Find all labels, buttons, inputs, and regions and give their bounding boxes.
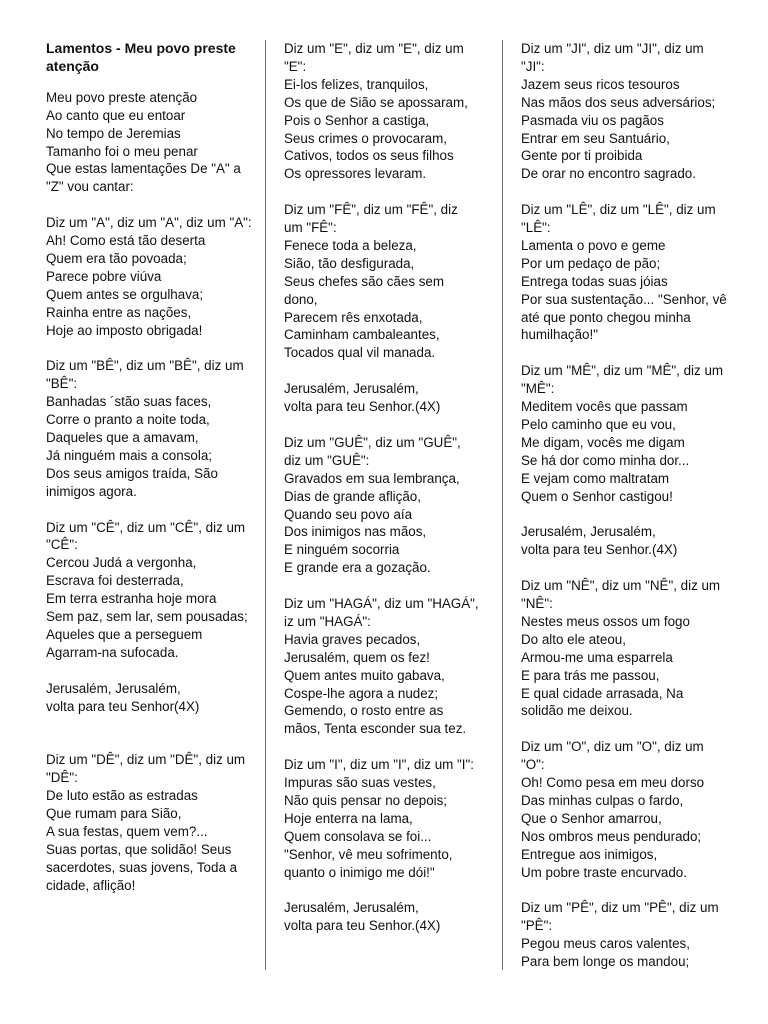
- stanza: [284, 201, 480, 362]
- verse-line: A sua festas, quem vem?...: [46, 823, 208, 839]
- verse-line: Caminham cambaleantes,: [284, 327, 440, 343]
- stanza: [284, 899, 480, 935]
- verse-line: volta para teu Senhor(4X): [46, 698, 200, 714]
- column-divider: [502, 40, 503, 970]
- verse-line: Cospe-lhe agora a nudez;: [284, 685, 439, 701]
- stanza: [284, 756, 480, 881]
- verse-line: Já ninguém mais a consola;: [46, 447, 212, 463]
- verse-line: "Senhor, vê meu sofrimento, quanto o inimigo me dói!": [284, 846, 453, 880]
- verse-line: Nos ombros meus pendurado;: [521, 828, 702, 844]
- verse-line: Cativos, todos os seus filhos: [284, 148, 454, 164]
- stanza: [521, 201, 727, 344]
- verse-line: Por sua sustentação... "Senhor, vê até que ponto chegou minha humilhação!": [521, 291, 727, 343]
- verse-line: Diz um "E", diz um "E", diz um "E":: [284, 41, 464, 74]
- verse-line: Hoje enterra na lama,: [284, 810, 413, 826]
- column-1: [46, 40, 252, 912]
- verse-line: Entrar em seu Santuário,: [521, 130, 670, 146]
- verse-line: volta para teu Senhor.(4X): [284, 399, 441, 415]
- stanza: [46, 519, 252, 662]
- verse-line: Armou-me uma esparrela: [521, 649, 673, 665]
- verse-line: Hoje ao imposto obrigada!: [46, 322, 203, 338]
- verse-line: Um pobre traste encurvado.: [521, 864, 687, 880]
- verse-line: Sião, tão desfigurada,: [284, 255, 415, 271]
- verse-line: Jerusalém, Jerusalém,: [46, 680, 181, 696]
- verse-line: Em terra estranha hoje mora: [46, 591, 217, 607]
- verse-line: Diz um "FÊ", diz um "FÊ", diz um "FÊ":: [284, 202, 458, 236]
- stanza: [521, 362, 727, 505]
- verse-line: Meu povo preste atenção: [46, 89, 198, 105]
- verse-line: Jerusalém, Jerusalém,: [521, 524, 656, 540]
- verse-line: Tocados qual vil manada.: [284, 345, 436, 361]
- verse-line: Diz um "A", diz um "A", diz um "A":: [46, 215, 252, 231]
- verse-line: Pasmada viu os pagãos: [521, 112, 664, 128]
- verse-line: Diz um "PÊ", diz um "PÊ", diz um "PÊ":: [521, 900, 719, 934]
- verse-line: Gente por ti proibida: [521, 148, 643, 164]
- verse-line: Das minhas culpas o fardo,: [521, 792, 684, 808]
- verse-line: Que o Senhor amarrou,: [521, 810, 662, 826]
- verse-line: Fenece toda a beleza,: [284, 237, 417, 253]
- verse-line: volta para teu Senhor.(4X): [521, 542, 678, 558]
- verse-line: Ao canto que eu entoar: [46, 107, 186, 123]
- verse-line: Nas mãos dos seus adversários;: [521, 94, 716, 110]
- verse-line: Corre o pranto a noite toda,: [46, 412, 210, 428]
- verse-line: E vejam como maltratam: [521, 470, 670, 486]
- verse-line: Pegou meus caros valentes,: [521, 936, 690, 952]
- verse-line: Ei-los felizes, tranquilos,: [284, 76, 429, 92]
- verse-line: Nestes meus ossos um fogo: [521, 613, 690, 629]
- verse-line: Cercou Judá a vergonha,: [46, 555, 197, 571]
- verse-line: Não quis pensar no depois;: [284, 792, 448, 808]
- verse-line: Quando seu povo aía: [284, 506, 413, 522]
- verse-line: Meditem vocês que passam: [521, 399, 688, 415]
- stanza: [46, 357, 252, 500]
- verse-line: Diz um "JI", diz um "JI", diz um "JI":: [521, 41, 704, 74]
- stanza: [521, 577, 727, 720]
- verse-line: Havia graves pecados,: [284, 631, 421, 647]
- verse-line: Que rumam para Sião,: [46, 805, 182, 821]
- verse-line: Me digam, vocês me digam: [521, 434, 685, 450]
- verse-line: Diz um "HAGÁ", diz um "HAGÁ", iz um "HAGÁ":: [284, 596, 479, 629]
- stanza: [521, 738, 727, 881]
- verse-line: Quem era tão povoada;: [46, 250, 187, 266]
- verse-line: Para bem longe os mandou;: [521, 954, 690, 970]
- verse-line: Do alto ele ateou,: [521, 631, 626, 647]
- verse-line: Parecem rês enxotada,: [284, 309, 423, 325]
- column-2: [284, 40, 480, 953]
- verse-line: Sem paz, sem lar, sem pousadas;: [46, 609, 248, 625]
- stanza: [46, 751, 252, 894]
- stanza: [284, 40, 480, 183]
- verse-line: Agarram-na sufocada.: [46, 644, 179, 660]
- verse-line: Que estas lamentações De "A" a "Z" vou cantar:: [46, 161, 241, 195]
- verse-line: Diz um "CÊ", diz um "CÊ", diz um "CÊ":: [46, 519, 246, 553]
- verse-line: Pelo caminho que eu vou,: [521, 417, 676, 432]
- verse-line: Diz um "I", diz um "I", diz um "I":: [284, 757, 474, 773]
- verse-line: Jerusalém, Jerusalém,: [284, 381, 419, 397]
- verse-line: Quem antes muito gabava,: [284, 667, 445, 683]
- stanza: [521, 523, 727, 559]
- stanza: [521, 40, 727, 183]
- stanza: [284, 595, 480, 738]
- stanza: [46, 680, 252, 716]
- verse-line: Parece pobre viúva: [46, 268, 162, 284]
- verse-line: Os opressores levaram.: [284, 166, 427, 182]
- verse-line: Os que de Sião se apossaram,: [284, 94, 468, 110]
- verse-line: Dos seus amigos traída, São inimigos agora.: [46, 465, 218, 499]
- verse-line: No tempo de Jeremias: [46, 125, 181, 141]
- verse-line: E grande era a gozação.: [284, 560, 431, 576]
- verse-line: Diz um "O", diz um "O", diz um "O":: [521, 739, 704, 773]
- document-title: Lamentos - Meu povo preste atenção: [46, 40, 236, 74]
- verse-line: Suas portas, que solidão! Seus sacerdotes, suas jovens, Toda a cidade, aflição!: [46, 841, 238, 893]
- verse-line: E para trás me passou,: [521, 667, 660, 683]
- verse-line: Se há dor como minha dor...: [521, 452, 690, 468]
- verse-line: Tamanho foi o meu penar: [46, 143, 198, 159]
- verse-line: Quem antes se orgulhava;: [46, 286, 204, 302]
- verse-line: Dos inimigos nas mãos,: [284, 524, 427, 540]
- verse-line: Escrava foi desterrada,: [46, 573, 184, 589]
- verse-line: Pois o Senhor a castiga,: [284, 112, 430, 128]
- verse-line: Gravados em sua lembrança,: [284, 470, 460, 486]
- stanza: [284, 380, 480, 416]
- stanza: [521, 899, 727, 971]
- verse-line: Oh! Como pesa em meu dorso: [521, 775, 705, 791]
- verse-line: Seus chefes são cães sem dono,: [284, 273, 445, 307]
- verse-line: Lamenta o povo e geme: [521, 237, 666, 253]
- verse-line: Entregue aos inimigos,: [521, 846, 658, 862]
- stanza: [46, 89, 252, 196]
- verse-line: Quem consolava se foi...: [284, 828, 432, 844]
- verse-line: Seus crimes o provocaram,: [284, 130, 447, 146]
- verse-line: Jerusalém, quem os fez!: [284, 649, 430, 665]
- verse-line: Por um pedaço de pão;: [521, 255, 661, 271]
- verse-line: De orar no encontro sagrado.: [521, 166, 696, 182]
- verse-line: volta para teu Senhor.(4X): [284, 918, 441, 934]
- verse-line: Gemendo, o rosto entre as mãos, Tenta esconder sua tez.: [284, 703, 467, 737]
- verse-line: Impuras são suas vestes,: [284, 775, 436, 791]
- stanza: [46, 214, 252, 339]
- verse-line: Jerusalém, Jerusalém,: [284, 900, 419, 916]
- verse-line: Quem o Senhor castigou!: [521, 488, 673, 504]
- verse-line: Diz um "MÊ", diz um "MÊ", diz um "MÊ":: [521, 363, 724, 397]
- verse-line: Aqueles que a perseguem: [46, 626, 203, 642]
- verse-line: Diz um "BÊ", diz um "BÊ", diz um "BÊ":: [46, 358, 244, 392]
- verse-line: Diz um "GUÊ", diz um "GUÊ", diz um "GUÊ":: [284, 434, 461, 468]
- verse-line: Entrega todas suas jóias: [521, 273, 668, 289]
- verse-line: E ninguém socorria: [284, 542, 400, 558]
- verse-line: Diz um "NÊ", diz um "NÊ", diz um "NÊ":: [521, 578, 721, 612]
- verse-line: Dias de grande aflição,: [284, 488, 421, 504]
- verse-line: Banhadas ´stão suas faces,: [46, 394, 212, 410]
- verse-line: E qual cidade arrasada, Na solidão me deixou.: [521, 685, 684, 719]
- verse-line: Diz um "DÊ", diz um "DÊ", diz um "DÊ":: [46, 752, 246, 786]
- stanza: [284, 434, 480, 577]
- verse-line: Jazem seus ricos tesouros: [521, 76, 680, 92]
- verse-line: Rainha entre as nações,: [46, 304, 192, 320]
- verse-line: De luto estão as estradas: [46, 788, 198, 804]
- verse-line: Diz um "LÊ", diz um "LÊ", diz um "LÊ":: [521, 202, 716, 236]
- verse-line: Daqueles que a amavam,: [46, 430, 199, 445]
- column-3: [521, 40, 727, 989]
- verse-line: Ah! Como está tão deserta: [46, 233, 206, 249]
- column-divider: [265, 40, 266, 970]
